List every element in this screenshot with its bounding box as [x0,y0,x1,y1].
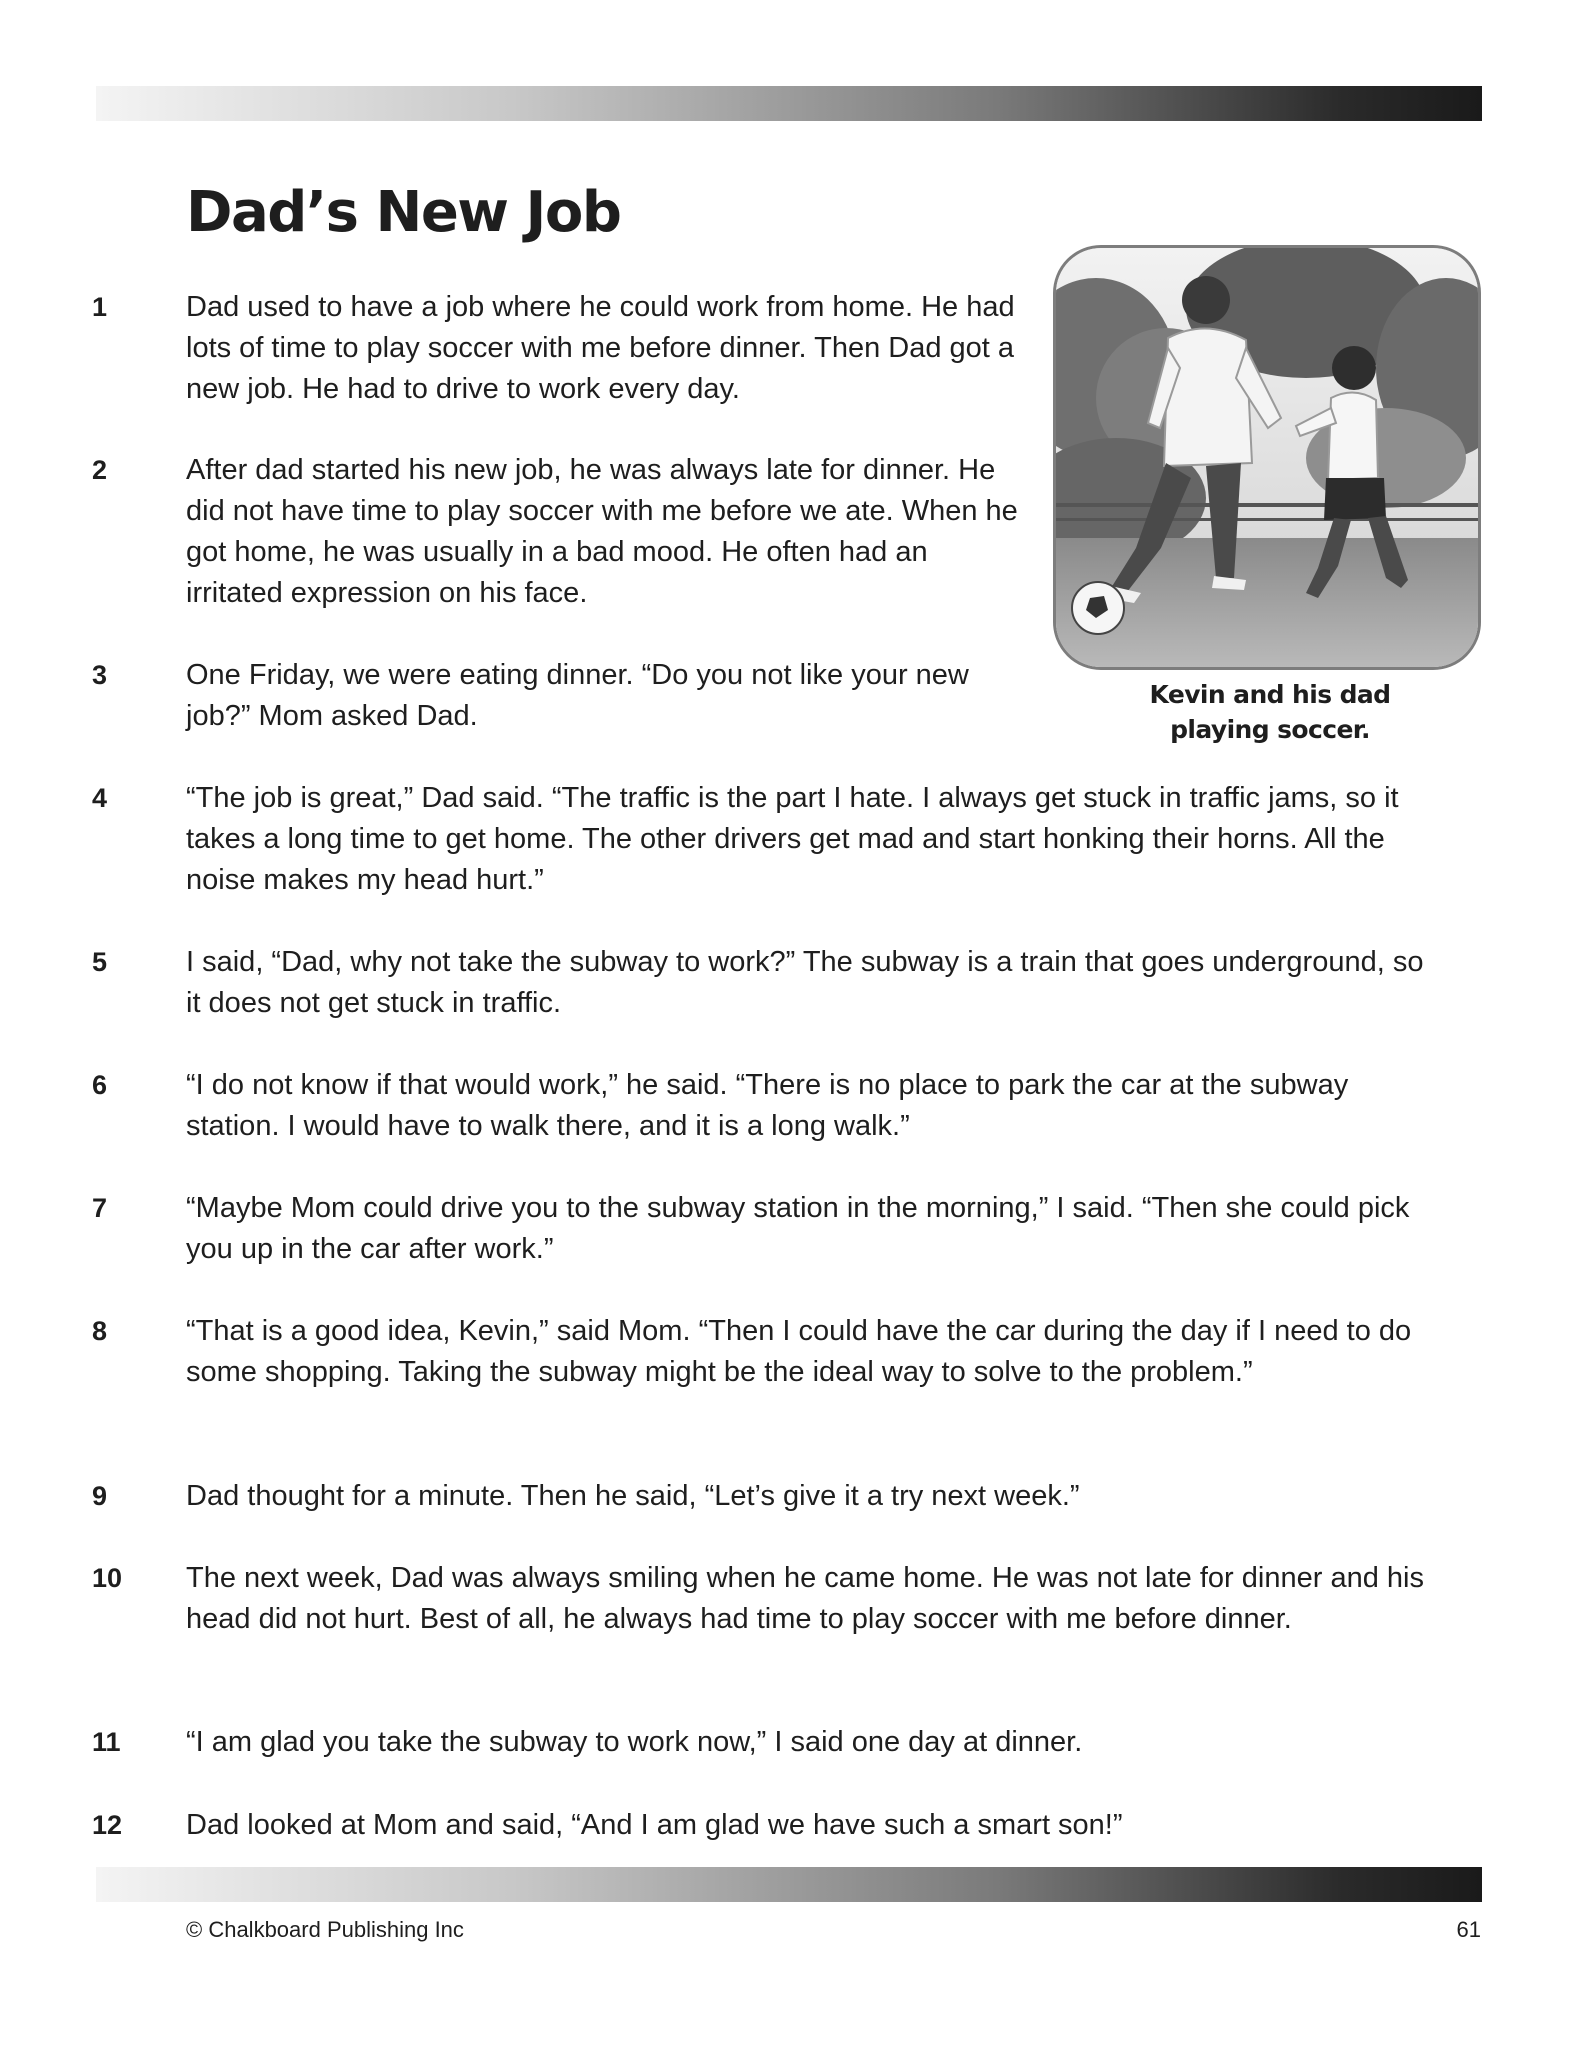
caption-line-1: Kevin and his dad [1149,680,1391,709]
paragraph-text: “I do not know if that would work,” he said. “There is no place to park the car at the subway station. I would have to walk there, and it is a long walk.” [186,1069,1349,1142]
caption-line-2: playing soccer. [1170,715,1370,744]
paragraph-number: 3 [92,660,108,690]
paragraph-text: “The job is great,” Dad said. “The traffic is the part I hate. I always get stuck in traffic jams, so it takes a long time to get home. The other drivers get mad and start honking their horns. All the noise makes my head hurt.” [186,782,1399,896]
paragraph-text: “That is a good idea, Kevin,” said Mom. “Then I could have the car during the day if I need to do some shopping. Taking the subway might be the ideal way to solve to the problem.” [186,1315,1412,1388]
page-title: Dad’s New Job [186,180,621,245]
paragraph-number: 6 [92,1070,108,1100]
paragraph-text: The next week, Dad was always smiling when he came home. He was not late for dinner and his head did not hurt. Best of all, he always had time to play soccer with me before dinner. [186,1562,1424,1635]
paragraph-text: After dad started his new job, he was always late for dinner. He did not have time to play soccer with me before we ate. When he got home, he was usually in a bad mood. He often had an irritated expression on his face. [186,454,1018,609]
paragraph-text: Dad thought for a minute. Then he said, “Let’s give it a try next week.” [186,1480,1080,1512]
soccer-photo [1053,245,1481,670]
copyright-notice: © Chalkboard Publishing Inc [186,1917,464,1942]
paragraph-text: Dad used to have a job where he could work from home. He had lots of time to play soccer with me before dinner. Then Dad got a new job. He had to drive to work every day. [186,291,1015,405]
paragraph-number: 12 [92,1810,123,1840]
paragraph-number: 10 [92,1563,123,1593]
page-number: 61 [1456,1917,1481,1942]
paragraph-text: Dad looked at Mom and said, “And I am glad we have such a smart son!” [186,1809,1123,1841]
paragraph-number: 11 [92,1727,121,1757]
photo-caption [1100,677,1440,747]
paragraph-text: “Maybe Mom could drive you to the subway station in the morning,” I said. “Then she could pick you up in the car after work.” [186,1192,1410,1265]
paragraph-number: 5 [92,947,108,977]
paragraph-text: “I am glad you take the subway to work now,” I said one day at dinner. [186,1726,1083,1758]
paragraph-number: 8 [92,1316,108,1346]
paragraph-number: 7 [92,1193,108,1223]
paragraph-number: 1 [92,292,108,322]
paragraph-number: 4 [92,783,108,813]
paragraph-text: I said, “Dad, why not take the subway to work?” The subway is a train that goes underground, so it does not get stuck in traffic. [186,946,1424,1019]
paragraph-text: One Friday, we were eating dinner. “Do you not like your new job?” Mom asked Dad. [186,659,969,732]
bottom-gradient-bar [96,1867,1482,1902]
paragraph-number: 2 [92,455,108,485]
paragraph-number: 9 [92,1481,108,1511]
top-gradient-bar [96,86,1482,121]
